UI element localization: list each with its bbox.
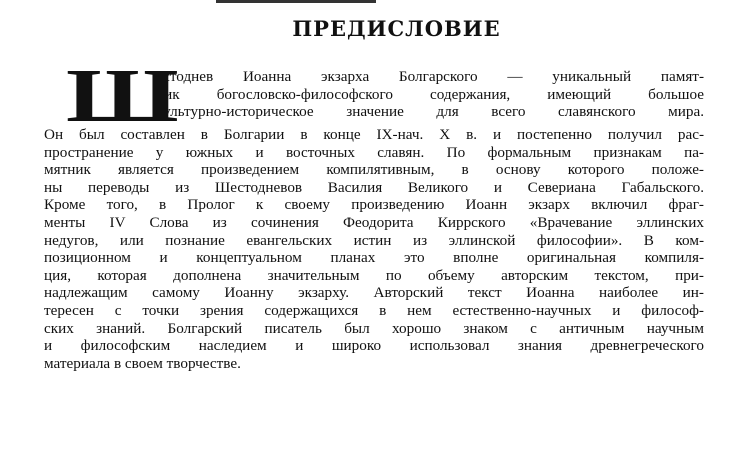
page-title: ПРЕДИСЛОВИЕ <box>292 16 501 41</box>
text-line: надлежащим самому Иоанну экзарху. Авторский текст Иоанна наиболее ин- <box>44 284 704 302</box>
text-line: недугов, или познание евангельских истин из эллинской философии». В ком- <box>44 231 704 249</box>
text-line: Кроме того, в Пролог к своему произведению Иоанн экзарх включил фраг- <box>44 196 704 214</box>
text-line: Он был составлен в Болгарии в конце IX-нач. X в. и постепенно получил рас- <box>44 126 704 143</box>
text-line: ны переводы из Шестодневов Василия Великого и Севериана Габальского. <box>44 178 704 196</box>
top-rule <box>216 0 376 3</box>
text-line: позиционном и концептуальном планах это вполне оригинальная компиля- <box>44 249 704 267</box>
text-line: культурно-историческое значение для всего славянского мира. <box>156 103 704 121</box>
text-line: мятник является произведением компилятивным, в основу которого положе- <box>44 161 704 179</box>
text-line: ских знаний. Болгарский писатель был хорошо знаком с античным научным <box>44 319 704 337</box>
drop-cap-box <box>44 54 176 138</box>
text-line: пространение у южных и восточных славян. По формальным признакам па- <box>44 143 704 161</box>
text-line: материала в своем творчестве. <box>44 354 241 372</box>
text-line: ник богословско-философского содержания, имеющий большое <box>156 85 704 103</box>
text-line: и философским наследием и широко использовал знания древнегреческого <box>44 337 704 355</box>
text-line: менты IV Слова из сочинения Феодорита Киррского «Врачевание эллинских <box>44 213 704 231</box>
text-line: тересен с точки зрения содержащихся в нем естественно-научных и философ- <box>44 301 704 319</box>
text-line: естоднев Иоанна экзарха Болгарского — уникальный памят- <box>156 68 704 85</box>
preface-text <box>44 54 704 372</box>
drop-cap: Ш <box>66 54 176 138</box>
text-line: ция, которая дополнена значительным по объему авторским текстом, при- <box>44 266 704 284</box>
